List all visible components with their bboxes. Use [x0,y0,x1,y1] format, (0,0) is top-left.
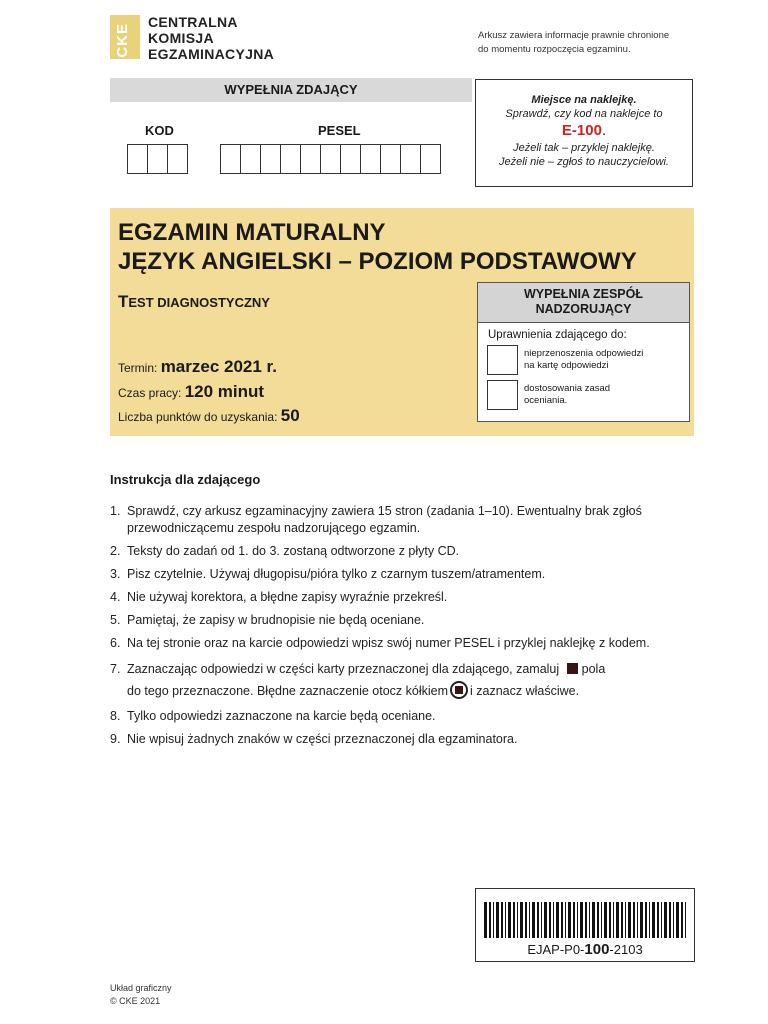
digit-box[interactable] [220,144,241,174]
sticker-title: Miejsce na naklejkę. [531,94,637,106]
digit-box[interactable] [340,144,361,174]
digit-box[interactable] [147,144,168,174]
exam-points: Liczba punktów do uzyskania: 50 [118,406,300,425]
option-adapted-grading-label: dostosowania zasad oceniania. [524,383,611,406]
list-item: 4. Nie używaj korektora, a błędne zapisy wyraźnie przekreśl. [110,590,448,604]
committee-box [477,282,690,422]
list-item: 2. Teksty do zadań od 1. do 3. zostaną odtworzone z płyty CD. [110,544,460,558]
filled-square-icon [567,663,578,674]
option-no-transfer [487,345,643,375]
digit-box[interactable] [280,144,301,174]
cke-logo-text: CENTRALNA KOMISJA EGZAMINACYJNA [148,14,275,62]
exam-duration: Czas pracy: 120 minut [118,382,265,401]
barcode-code: EJAP-P0-100-2103 [527,941,643,958]
option-adapted-grading [487,380,610,410]
digit-box[interactable] [380,144,401,174]
legal-note: Arkusz zawiera informacje prawnie chronione do momentu rozpoczęcia egzaminu. [478,30,670,55]
committee-header: WYPEŁNIA ZESPÓŁ NADZORUJĄCY [478,283,689,323]
exam-date: Termin: marzec 2021 r. [118,357,277,376]
list-item: 6. Na tej stronie oraz na karcie odpowiedzi wpisz swój numer PESEL i przyklej naklejkę z kodem. [110,636,650,650]
digit-box[interactable] [167,144,188,174]
digit-box[interactable] [400,144,421,174]
kod-input-boxes[interactable] [127,144,187,174]
checkbox-no-transfer[interactable] [487,345,518,375]
candidate-section-header: WYPEŁNIA ZDAJĄCY [110,78,472,102]
list-item: 9. Nie wpisuj żadnych znaków w części przeznaczonej dla egzaminatora. [110,732,518,746]
sticker-no-text: Jeżeli nie – zgłoś to nauczycielowi. [499,156,669,168]
barcode-icon [484,902,686,938]
list-item: 3. Pisz czytelnie. Używaj długopisu/pióra tylko z czarnym tuszem/atramentem. [110,567,546,581]
kod-label: KOD [145,123,174,138]
list-item: 8. Tylko odpowiedzi zaznaczone na karcie będą oceniane. [110,709,436,723]
barcode-box [475,888,695,962]
circled-square-icon [450,681,468,699]
cke-logo-mark: CKE [110,15,140,59]
instructions-list [110,503,700,754]
pesel-label: PESEL [318,123,361,138]
sticker-placeholder [475,79,693,187]
pesel-input-boxes[interactable] [220,144,440,174]
exam-title: EGZAMIN MATURALNY [118,219,386,246]
option-no-transfer-label: nieprzenoszenia odpowiedzi na kartę odpowiedzi [524,348,644,371]
list-item: 5. Pamiętaj, że zapisy w brudnopisie nie będą oceniane. [110,613,425,627]
sticker-code: E-100. [561,122,607,139]
checkbox-adapted-grading[interactable] [487,380,518,410]
sticker-check-text: Sprawdź, czy kod na naklejce to [505,108,663,120]
digit-box[interactable] [360,144,381,174]
digit-box[interactable] [300,144,321,174]
committee-subheader: Uprawnienia zdającego do: [488,329,627,341]
exam-type: TEST DIAGNOSTYCZNY [118,292,270,311]
digit-box[interactable] [420,144,441,174]
digit-box[interactable] [240,144,261,174]
digit-box[interactable] [127,144,148,174]
footer: Układ graficzny © CKE 2021 [110,983,172,1006]
sticker-yes-text: Jeżeli tak – przyklej naklejkę. [513,142,655,154]
exam-subject: JĘZYK ANGIELSKI – POZIOM PODSTAWOWY [118,248,637,275]
instructions-title: Instrukcja dla zdającego [110,472,261,487]
list-item: 1. Sprawdź, czy arkusz egzaminacyjny zawiera 15 stron (zadania 1–10). Ewentualny brak zgłoś przewodniczącemu zespołu nadzorującego egzamin. [110,504,642,535]
digit-box[interactable] [320,144,341,174]
digit-box[interactable] [260,144,281,174]
list-item: 7. Zaznaczając odpowiedzi w części karty przeznaczonej dla zdającego, zamaluj pola do tego przeznaczone. Błędne zaznaczenie otocz kółkiem i zaznacz właściwe. [110,662,606,698]
